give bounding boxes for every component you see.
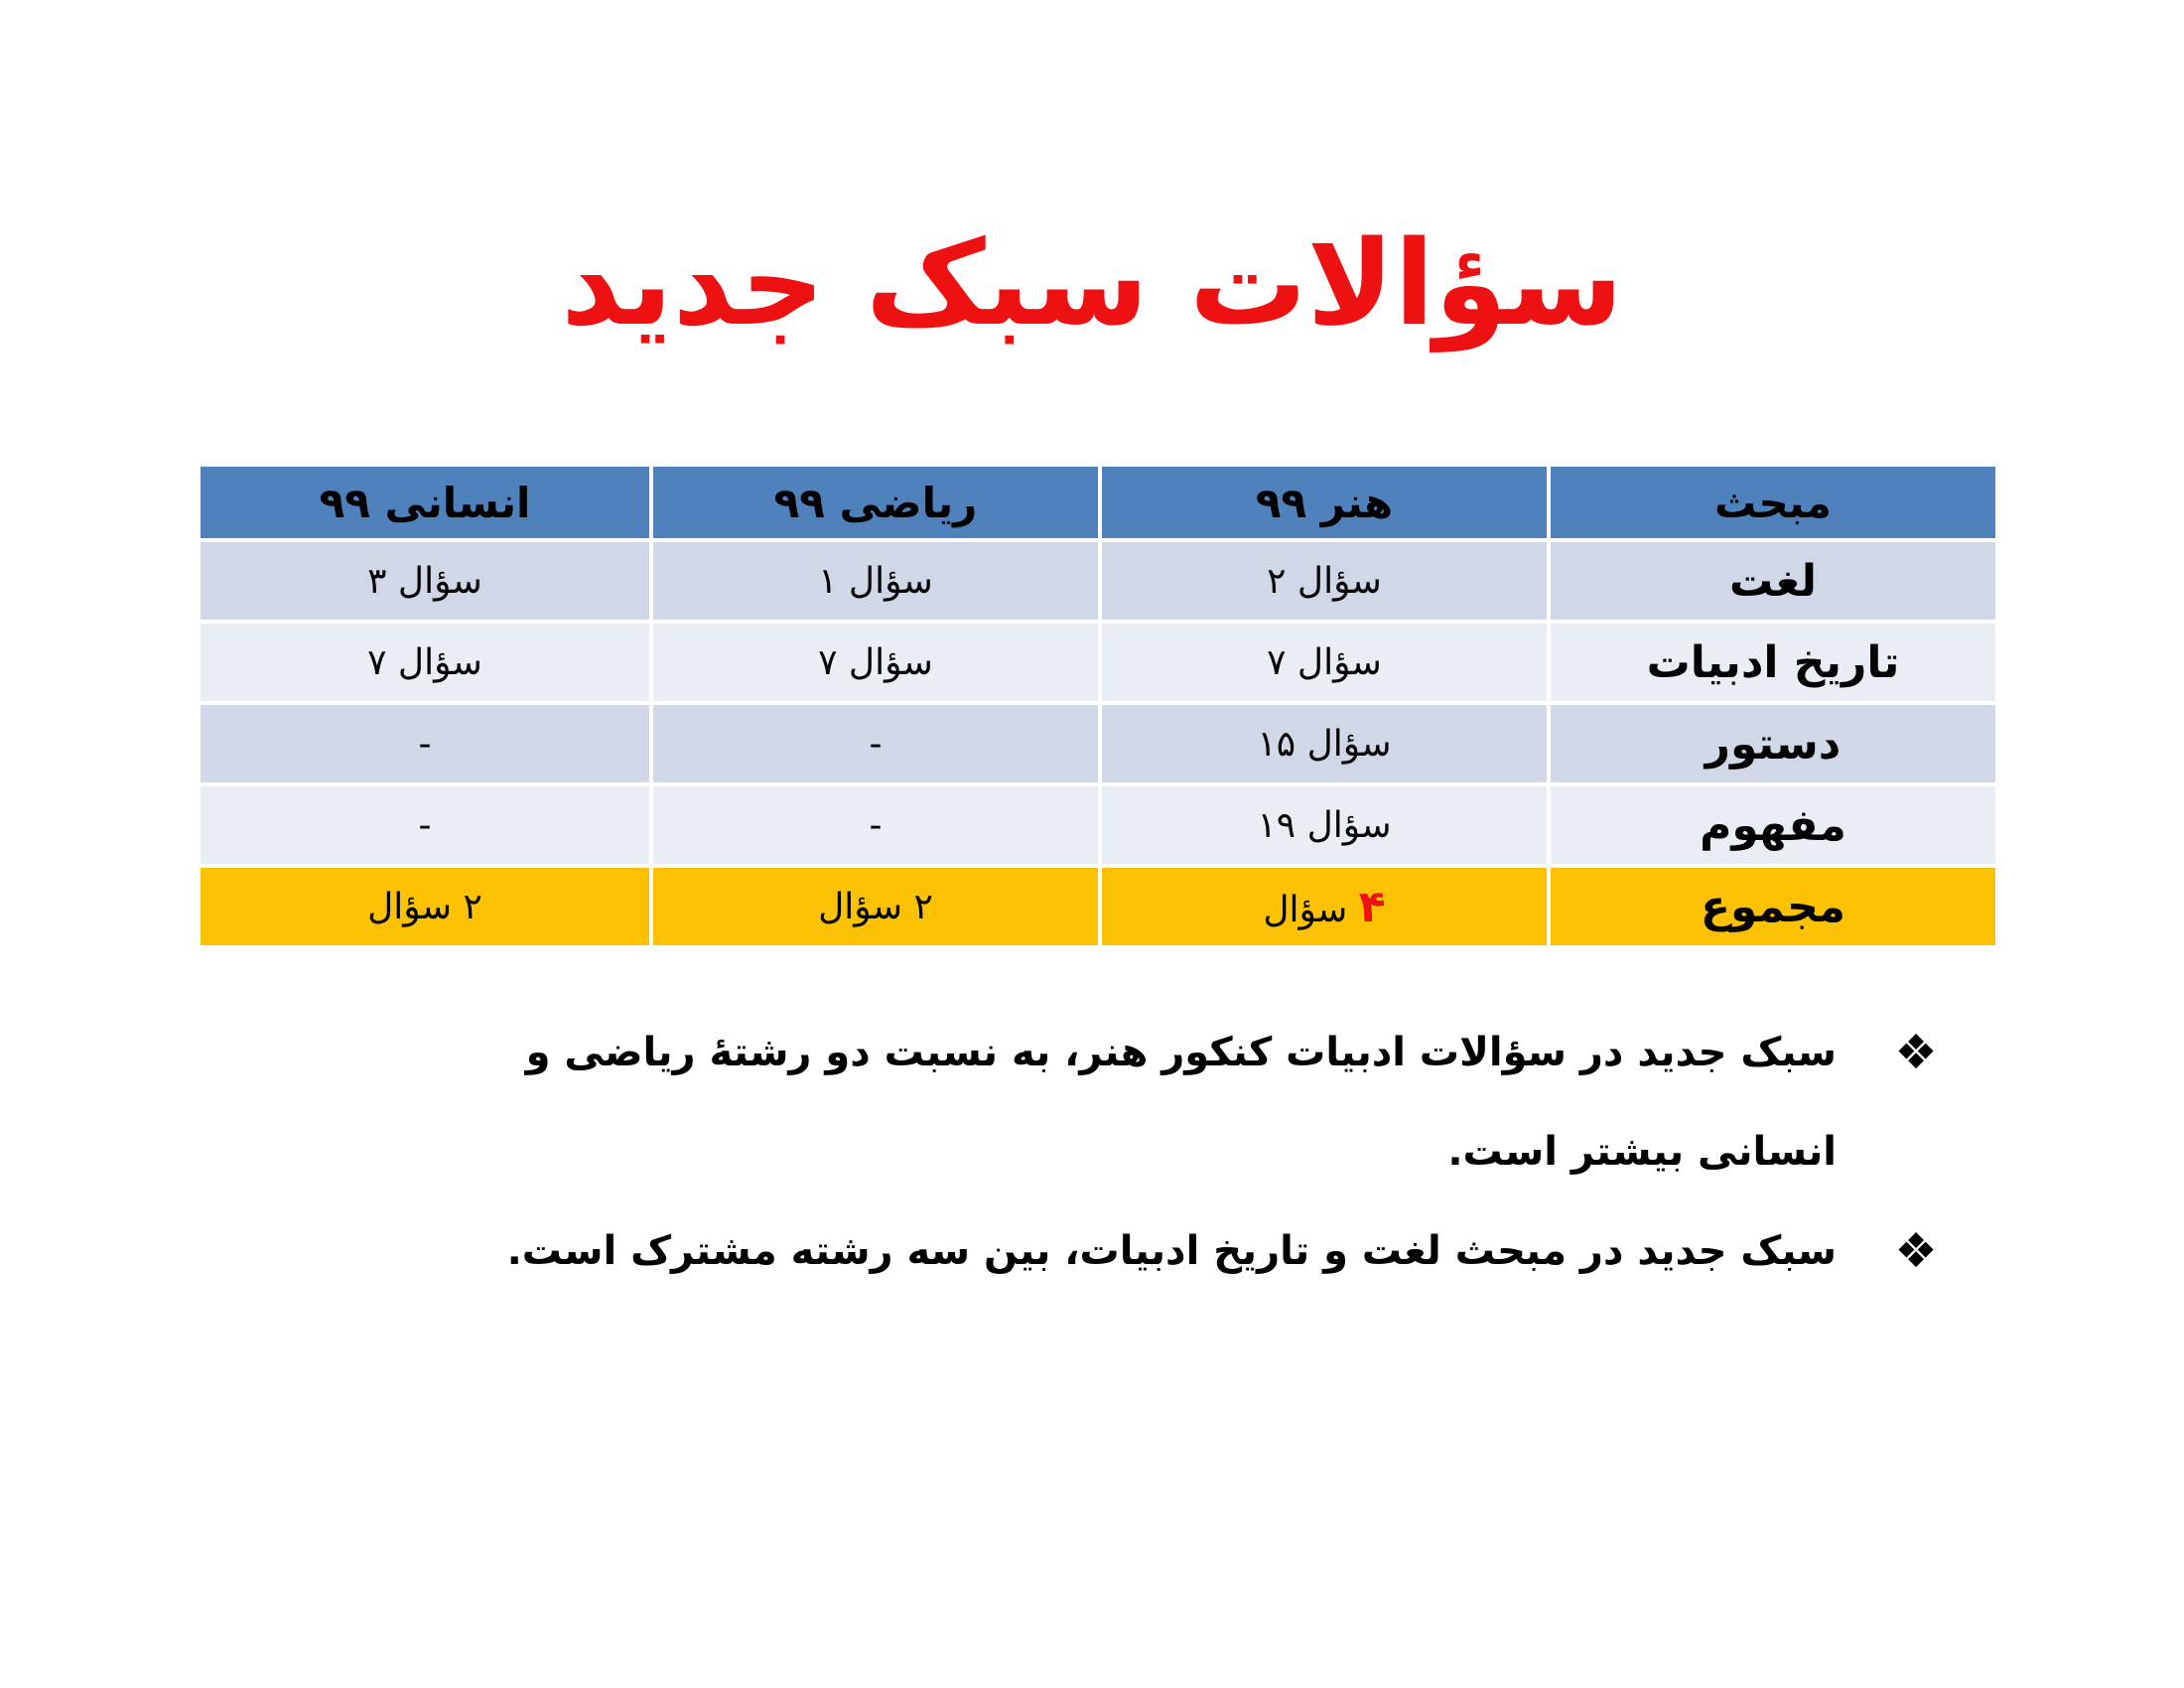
header-topic: مبحث bbox=[1547, 467, 1995, 542]
bullet-list bbox=[377, 1003, 1966, 1301]
table-row bbox=[201, 786, 1995, 868]
cell-honar: سؤال ۷ bbox=[1098, 624, 1547, 705]
total-ensani: ۲ سؤال bbox=[201, 868, 649, 949]
table-total-row bbox=[201, 868, 1995, 949]
diamond-icon: ❖ bbox=[1894, 1223, 1938, 1279]
total-honar-number: ۴ bbox=[1358, 881, 1386, 932]
bullet-text: سبک جدید در مبحث لغت و تاریخ ادبیات، بین سه رشته مشترک است. bbox=[506, 1228, 1837, 1274]
table-row bbox=[201, 705, 1995, 786]
header-riazi: ریاضی ۹۹ bbox=[649, 467, 1098, 542]
bullet-text: سبک جدید در سؤالات ادبیات کنکور هنر، به نسبت دو رشتۀ ریاضی و انسانی بیشتر است. bbox=[525, 1030, 1837, 1175]
list-item bbox=[377, 1003, 1966, 1201]
header-honar: هنر ۹۹ bbox=[1098, 467, 1547, 542]
table-header-row bbox=[201, 467, 1995, 542]
cell-honar: سؤال ۱۹ bbox=[1098, 786, 1547, 868]
cell-ensani: - bbox=[201, 705, 649, 786]
total-label: مجموع bbox=[1547, 868, 1995, 949]
comparison-table bbox=[201, 467, 1995, 949]
total-honar bbox=[1098, 868, 1547, 949]
cell-riazi: سؤال ۷ bbox=[649, 624, 1098, 705]
table-row bbox=[201, 624, 1995, 705]
diamond-icon: ❖ bbox=[1894, 1025, 1938, 1080]
cell-riazi: - bbox=[649, 786, 1098, 868]
row-topic: تاریخ ادبیات bbox=[1547, 624, 1995, 705]
cell-honar: سؤال ۲ bbox=[1098, 542, 1547, 624]
total-honar-word: سؤال bbox=[1263, 889, 1348, 930]
row-topic: لغت bbox=[1547, 542, 1995, 624]
cell-honar: سؤال ۱۵ bbox=[1098, 705, 1547, 786]
header-ensani: انسانی ۹۹ bbox=[201, 467, 649, 542]
total-riazi: ۲ سؤال bbox=[649, 868, 1098, 949]
row-topic: مفهوم bbox=[1547, 786, 1995, 868]
list-item bbox=[377, 1201, 1966, 1301]
cell-riazi: سؤال ۱ bbox=[649, 542, 1098, 624]
table-row bbox=[201, 542, 1995, 624]
cell-riazi: - bbox=[649, 705, 1098, 786]
cell-ensani: سؤال ۳ bbox=[201, 542, 649, 624]
cell-ensani: سؤال ۷ bbox=[201, 624, 649, 705]
page-title: سؤالات سبک جدید bbox=[561, 214, 1623, 352]
cell-ensani: - bbox=[201, 786, 649, 868]
row-topic: دستور bbox=[1547, 705, 1995, 786]
